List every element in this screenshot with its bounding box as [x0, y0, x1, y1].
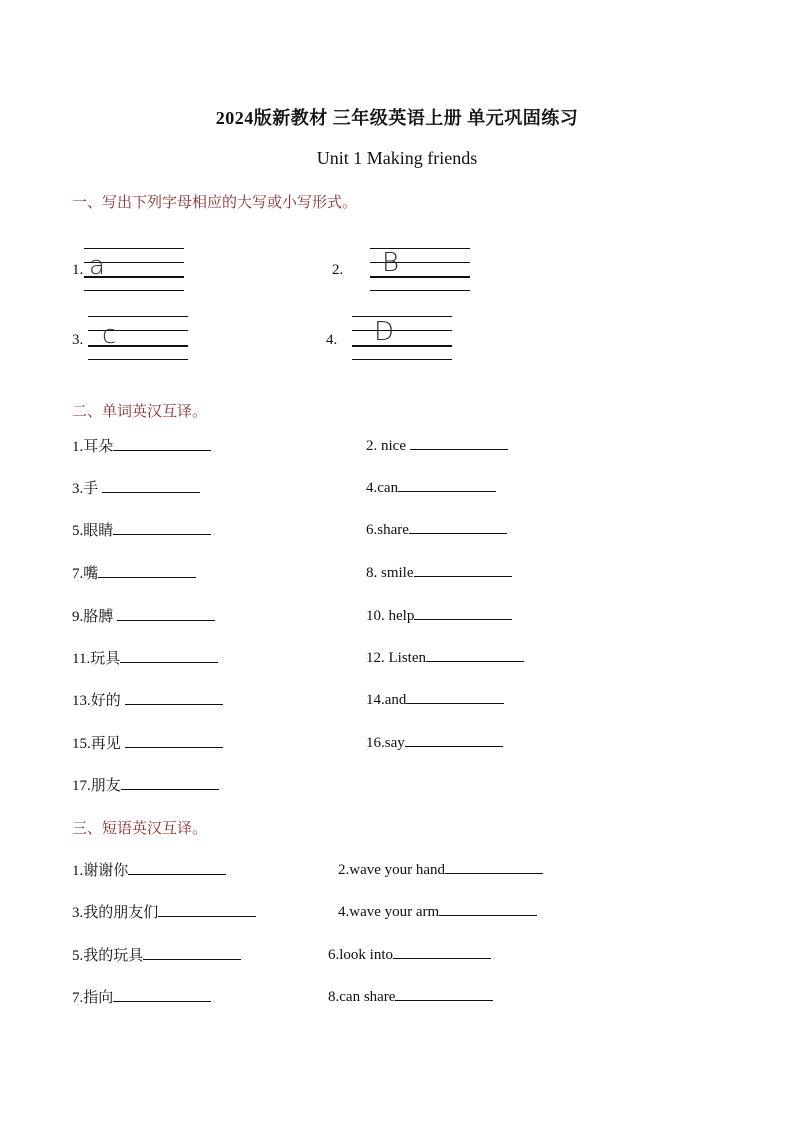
phrase-item-3: 3.我的朋友们 [72, 901, 256, 922]
unit-subtitle: Unit 1 Making friends [316, 148, 478, 168]
answer-blank[interactable] [426, 647, 524, 662]
answer-blank[interactable] [113, 987, 211, 1002]
answer-blank[interactable] [125, 690, 223, 705]
vocab-item-5: 5.眼睛 [72, 519, 211, 540]
letter-answer-area[interactable] [88, 316, 188, 359]
item-number: 1. [72, 262, 84, 278]
answer-blank[interactable] [158, 902, 256, 917]
item-number: 4. [326, 332, 338, 348]
answer-blank[interactable] [393, 944, 491, 959]
given-letter: a [89, 251, 105, 281]
answer-blank[interactable] [117, 606, 215, 621]
answer-blank[interactable] [120, 648, 218, 663]
given-letter: c [102, 320, 117, 350]
answer-blank[interactable] [125, 733, 223, 748]
item-number: 2. [332, 262, 344, 278]
vocab-item-3: 3.手 [72, 477, 200, 498]
answer-blank[interactable] [414, 605, 512, 620]
vocab-item-14: 14.and [366, 689, 504, 709]
vocab-item-4: 4.can [366, 477, 496, 497]
vocab-item-16: 16.say [366, 732, 503, 752]
answer-blank[interactable] [395, 986, 493, 1001]
phrase-item-1: 1.谢谢你 [72, 859, 226, 880]
answer-blank[interactable] [113, 520, 211, 535]
section-2-heading: 二、单词英汉互译。 [72, 402, 208, 420]
answer-blank[interactable] [113, 436, 211, 451]
vocab-item-12: 12. Listen [366, 647, 524, 667]
phrase-item-8: 8.can share [328, 986, 493, 1006]
phrase-item-2: 2.wave your hand [338, 859, 543, 879]
answer-blank[interactable] [121, 775, 219, 790]
phrase-item-5: 5.我的玩具 [72, 944, 241, 965]
vocab-item-1: 1.耳朵 [72, 435, 211, 456]
answer-blank[interactable] [143, 945, 241, 960]
answer-blank[interactable] [409, 519, 507, 534]
letter-answer-area[interactable] [84, 248, 184, 290]
phrase-item-6: 6.look into [328, 944, 491, 964]
vocab-item-6: 6.share [366, 519, 507, 539]
answer-blank[interactable] [406, 689, 504, 704]
writing-line-bottom [84, 290, 184, 291]
item-number: 3. [72, 332, 84, 348]
writing-line-bottom [370, 290, 470, 291]
vocab-item-2: 2. nice [366, 435, 508, 455]
vocab-item-10: 10. help [366, 605, 512, 625]
vocab-item-17: 17.朋友 [72, 774, 219, 795]
vocab-item-15: 15.再见 [72, 732, 223, 753]
answer-blank[interactable] [102, 478, 200, 493]
writing-line-bottom [352, 359, 452, 360]
phrase-item-7: 7.指向 [72, 986, 211, 1007]
vocab-item-7: 7.嘴 [72, 562, 196, 583]
answer-blank[interactable] [410, 435, 508, 450]
answer-blank[interactable] [405, 732, 503, 747]
letter-answer-area[interactable] [352, 316, 452, 359]
page-title: 2024版新教材 三年级英语上册 单元巩固练习 [215, 108, 579, 128]
answer-blank[interactable] [445, 859, 543, 874]
given-letter: B [382, 248, 400, 278]
section-1-heading: 一、写出下列字母相应的大写或小写形式。 [72, 193, 358, 211]
vocab-item-8: 8. smile [366, 562, 512, 582]
phrase-item-4: 4.wave your arm [338, 901, 537, 921]
given-letter: D [374, 317, 395, 347]
letter-answer-area[interactable] [370, 248, 470, 290]
vocab-item-11: 11.玩具 [72, 647, 218, 668]
section-3-heading: 三、短语英汉互译。 [72, 819, 208, 837]
answer-blank[interactable] [439, 901, 537, 916]
vocab-item-9: 9.胳膊 [72, 605, 215, 626]
vocab-item-13: 13.好的 [72, 689, 223, 710]
answer-blank[interactable] [398, 477, 496, 492]
answer-blank[interactable] [414, 562, 512, 577]
answer-blank[interactable] [128, 860, 226, 875]
answer-blank[interactable] [98, 563, 196, 578]
writing-line-bottom [88, 359, 188, 360]
